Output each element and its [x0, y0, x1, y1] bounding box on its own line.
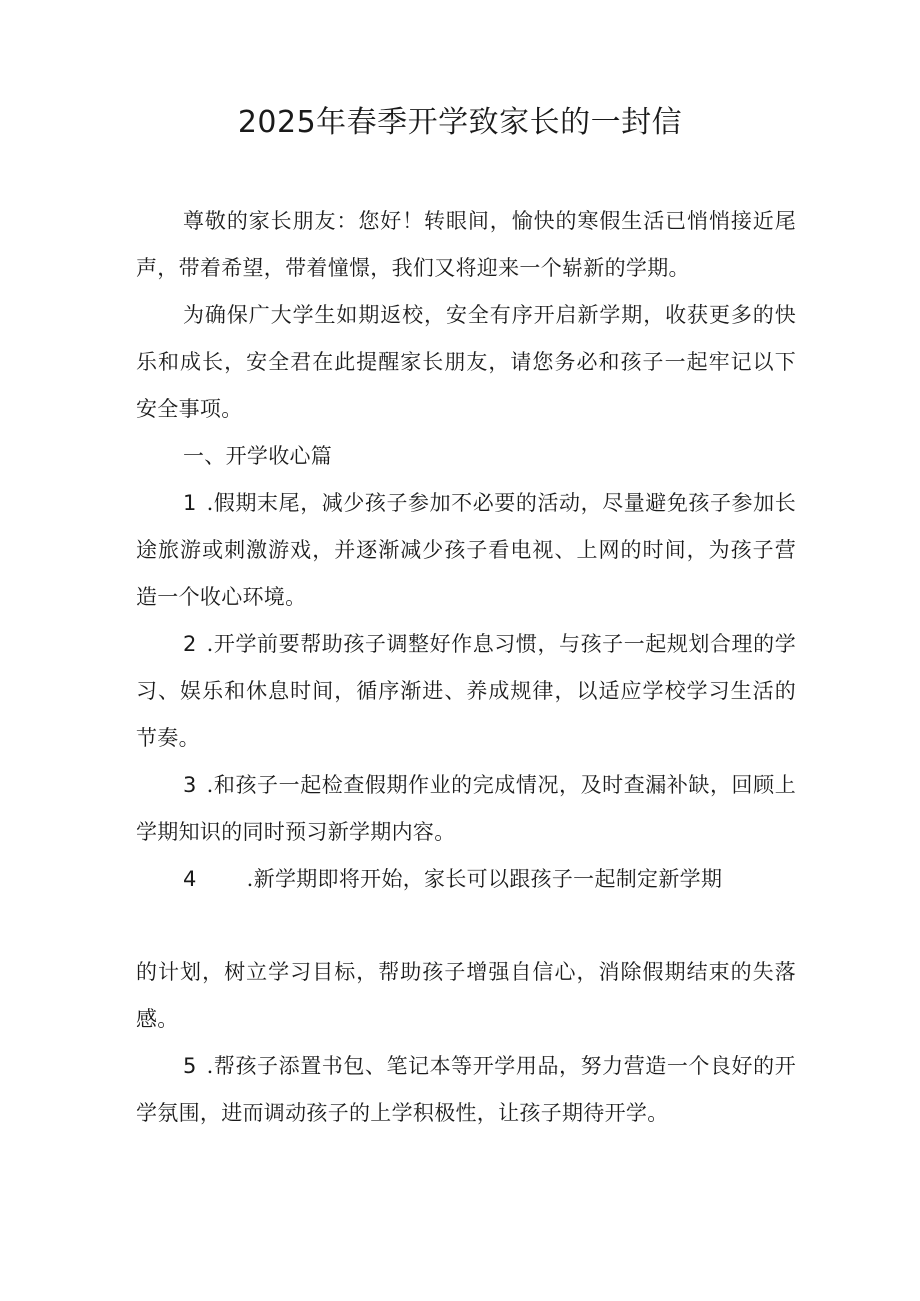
- section-heading: 一、开学收心篇: [183, 444, 333, 468]
- page-gap: [136, 903, 796, 949]
- item-text: .帮孩子添置书包、笔记本等开学用品，努力营造一个良好的开学氛围，进而调动孩子的上学积极性，让孩子期待开学。: [136, 1054, 796, 1125]
- item-text: .新学期即将开始，家长可以跟孩子一起制定新学期: [246, 867, 723, 891]
- item-text: .开学前要帮助孩子调整好作息习惯，与孩子一起规划合理的学习、娱乐和休息时间，循序渐进、养成规律，以适应学校学习生活的节奏。: [136, 632, 796, 750]
- item-text: .假期末尾，减少孩子参加不必要的活动，尽量避免孩子参加长途旅游或刺激游戏，并逐渐减少孩子看电视、上网的时间，为孩子营造一个收心环境。: [136, 491, 796, 609]
- item-number: 5: [183, 1054, 197, 1078]
- purpose-paragraph: 为确保广大学生如期返校，安全有序开启新学期，收获更多的快乐和成长，安全君在此提醒家长朋友，请您务必和孩子一起牢记以下安全事项。: [136, 303, 796, 421]
- list-item: [136, 480, 796, 621]
- item-number: 3: [183, 773, 197, 797]
- list-item: [136, 762, 796, 856]
- document-title: 2025年春季开学致家长的一封信: [237, 105, 683, 140]
- list-item: [136, 856, 796, 903]
- item-number: 2: [183, 632, 197, 656]
- list-item: [136, 1043, 796, 1137]
- list-item-continuation: 的计划，树立学习目标，帮助孩子增强自信心，消除假期结束的失落感。: [136, 960, 796, 1031]
- intro-paragraph: 尊敬的家长朋友：您好！转眼间，愉快的寒假生活已悄悄接近尾声，带着希望，带着憧憬，我们又将迎来一个崭新的学期。: [136, 209, 796, 280]
- list-item: [136, 621, 796, 762]
- item-text: .和孩子一起检查假期作业的完成情况，及时查漏补缺，回顾上学期知识的同时预习新学期内容。: [136, 773, 796, 844]
- document-body: [136, 198, 796, 1137]
- item-number: 4: [183, 867, 197, 891]
- item-number: 1: [183, 491, 197, 515]
